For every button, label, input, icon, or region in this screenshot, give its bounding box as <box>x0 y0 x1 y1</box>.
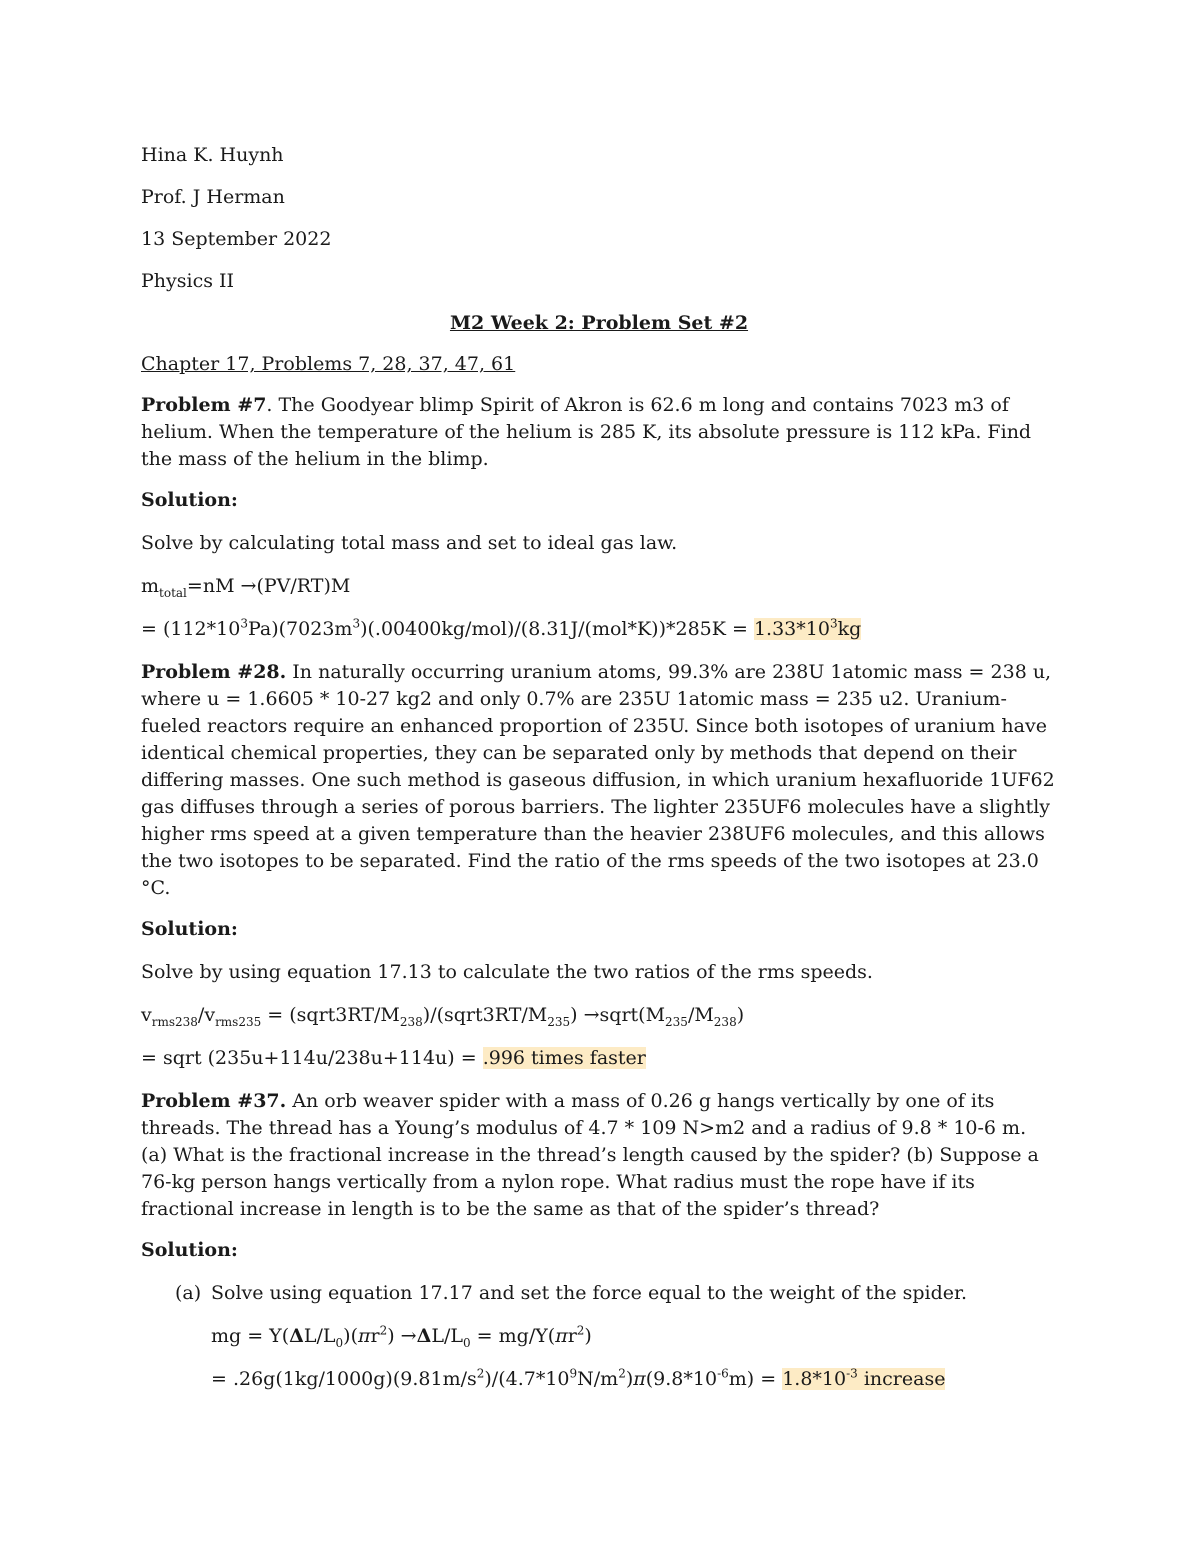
eq-text: /v <box>197 1004 216 1026</box>
answer-superscript: 3 <box>829 616 838 631</box>
problem-37-part-a <box>141 1280 1057 1307</box>
eq-text: r <box>370 1325 380 1347</box>
professor-name: Prof. J Herman <box>141 186 285 208</box>
eq-text: )( <box>343 1325 358 1347</box>
eq-subscript: 238 <box>713 1014 737 1029</box>
eq-text: ) <box>625 1368 634 1390</box>
eq-subscript: 238 <box>399 1014 423 1029</box>
eq-superscript: 9 <box>569 1366 578 1381</box>
eq-text: mg = Y( <box>211 1325 290 1347</box>
answer-text: 1.8*10 <box>782 1368 847 1390</box>
problem-37-label: Problem #37. <box>141 1090 287 1112</box>
eq-subscript: 0 <box>335 1335 344 1350</box>
eq-text: N/m <box>577 1368 619 1390</box>
eq-text: )/(4.7*10 <box>484 1368 570 1390</box>
answer-text: kg <box>837 618 862 640</box>
eq-superscript: 2 <box>379 1323 388 1338</box>
problem-28-solution-label: Solution: <box>141 918 238 940</box>
problem-7-equation-1 <box>141 573 1057 600</box>
problem-37-answer <box>782 1368 945 1390</box>
eq-superscript: -6 <box>717 1366 729 1381</box>
eq-text: ) <box>584 1325 592 1347</box>
eq-text: = (112*10 <box>141 618 241 640</box>
eq-text: ) → <box>387 1325 417 1347</box>
problem-7-text: . The Goodyear blimp Spirit of Akron is 62.6 m long and contains 7023 m3 of helium. When the temperature of the helium is 285 K, its absolute pressure is 112 kPa. Find the mass of the helium in the blimp. <box>141 394 1032 470</box>
eq-subscript: rms235 <box>215 1014 262 1029</box>
eq-superscript: 2 <box>618 1366 626 1381</box>
eq-text: r <box>567 1325 577 1347</box>
document-body <box>141 142 1057 1409</box>
eq-text: L/L <box>431 1325 463 1347</box>
problem-37 <box>141 1088 1057 1223</box>
problem-7-solution-label: Solution: <box>141 489 238 511</box>
problem-28 <box>141 659 1057 902</box>
answer-text: increase <box>857 1368 946 1390</box>
part-a-text: Solve using equation 17.17 and set the force equal to the weight of the spider. <box>211 1282 968 1304</box>
author-name: Hina K. Huynh <box>141 144 284 166</box>
problem-37-solution-label: Solution: <box>141 1239 238 1261</box>
document-date: 13 September 2022 <box>141 228 332 250</box>
eq-text: /M <box>687 1004 714 1026</box>
eq-superscript: 3 <box>240 616 248 631</box>
problem-7-answer <box>754 618 861 640</box>
chapter-heading: Chapter 17, Problems 7, 28, 37, 47, 61 <box>141 353 516 375</box>
problem-37-text: An orb weaver spider with a mass of 0.26 g hangs vertically by one of its threads. The thread has a Young’s modulus of 4.7 * 109 N>m2 and a radius of 9.8 * 10-6 m. (a) What is the fractional increase in the thread’s length caused by the spider? (b) Suppose a 76-kg person hangs vertically from a nylon rope. What radius must the rope have if its fractional increase in length is to be the same as that of the spider’s thread? <box>141 1090 1039 1220</box>
eq-text: = sqrt (235u+114u/238u+114u) = <box>141 1047 483 1069</box>
problem-28-method: Solve by using equation 17.13 to calculate the two ratios of the rms speeds. <box>141 961 873 983</box>
problem-28-equation-2 <box>141 1045 1057 1072</box>
eq-text: )(.00400kg/mol)/(8.31J/(mol*K))*285K = <box>360 618 754 640</box>
pi-symbol: π <box>358 1325 371 1347</box>
list-marker: (a) <box>175 1282 202 1304</box>
eq-superscript: 2 <box>476 1366 485 1381</box>
eq-text: = (sqrt3RT/M <box>261 1004 400 1026</box>
answer-text: 1.33*10 <box>753 618 830 640</box>
eq-text: m <box>141 575 160 597</box>
problem-28-text: In naturally occurring uranium atoms, 99.3% are 238U 1atomic mass = 238 u, where u = 1.6605 * 10-27 kg2 and only 0.7% are 235U 1atomic mass = 235 u2. Uranium-fueled reactors require an enhanced proportion of 235U. Since both isotopes of uranium have identical chemical properties, they can be separated only by methods that depend on their differing masses. One such method is gaseous diffusion, in which uranium hexafluoride 1UF62 gas diffuses through a series of porous barriers. The lighter 235UF6 molecules have a slightly higher rms speed at a given temperature than the heavier 238UF6 molecules, and this allows the two isotopes to be separated. Find the ratio of the rms speeds of the two isotopes at 23.0 °C. <box>141 661 1055 899</box>
eq-subscript: total <box>159 585 187 600</box>
eq-text: L/L <box>303 1325 336 1347</box>
problem-28-answer: .996 times faster <box>482 1047 646 1069</box>
pi-symbol: π <box>633 1368 646 1390</box>
eq-superscript: 3 <box>352 616 361 631</box>
eq-text: )/(sqrt3RT/M <box>422 1004 548 1026</box>
problem-7-label: Problem #7 <box>141 394 267 416</box>
course-name: Physics II <box>141 270 235 292</box>
problem-7-method: Solve by calculating total mass and set to ideal gas law. <box>141 532 678 554</box>
eq-text: Pa)(7023m <box>247 618 353 640</box>
delta-symbol: Δ <box>289 1325 304 1347</box>
problem-28-equation-1 <box>141 1002 1057 1029</box>
pi-symbol: π <box>555 1325 568 1347</box>
eq-text: ) <box>736 1004 745 1026</box>
document-title: M2 Week 2: Problem Set #2 <box>449 312 749 334</box>
problem-28-label: Problem #28. <box>141 661 287 683</box>
eq-text: ) →sqrt(M <box>570 1004 666 1026</box>
eq-text: = .26g(1kg/1000g)(9.81m/s <box>211 1368 477 1390</box>
eq-text: =nM →(PV/RT)M <box>186 575 351 597</box>
eq-subscript: 235 <box>665 1014 688 1029</box>
delta-symbol: Δ <box>416 1325 432 1347</box>
eq-subscript: 235 <box>547 1014 571 1029</box>
problem-37-equation-1 <box>141 1323 1057 1350</box>
eq-text: (9.8*10 <box>645 1368 718 1390</box>
eq-text: v <box>141 1004 152 1026</box>
answer-superscript: -3 <box>846 1366 858 1381</box>
problem-7-equation-2 <box>141 616 1057 643</box>
problem-7 <box>141 392 1057 473</box>
eq-subscript: 0 <box>463 1335 471 1350</box>
eq-text: = mg/Y( <box>470 1325 556 1347</box>
eq-text: m) = <box>728 1368 783 1390</box>
problem-37-equation-2 <box>141 1366 1057 1393</box>
eq-subscript: rms238 <box>151 1014 198 1029</box>
eq-superscript: 2 <box>576 1323 585 1338</box>
